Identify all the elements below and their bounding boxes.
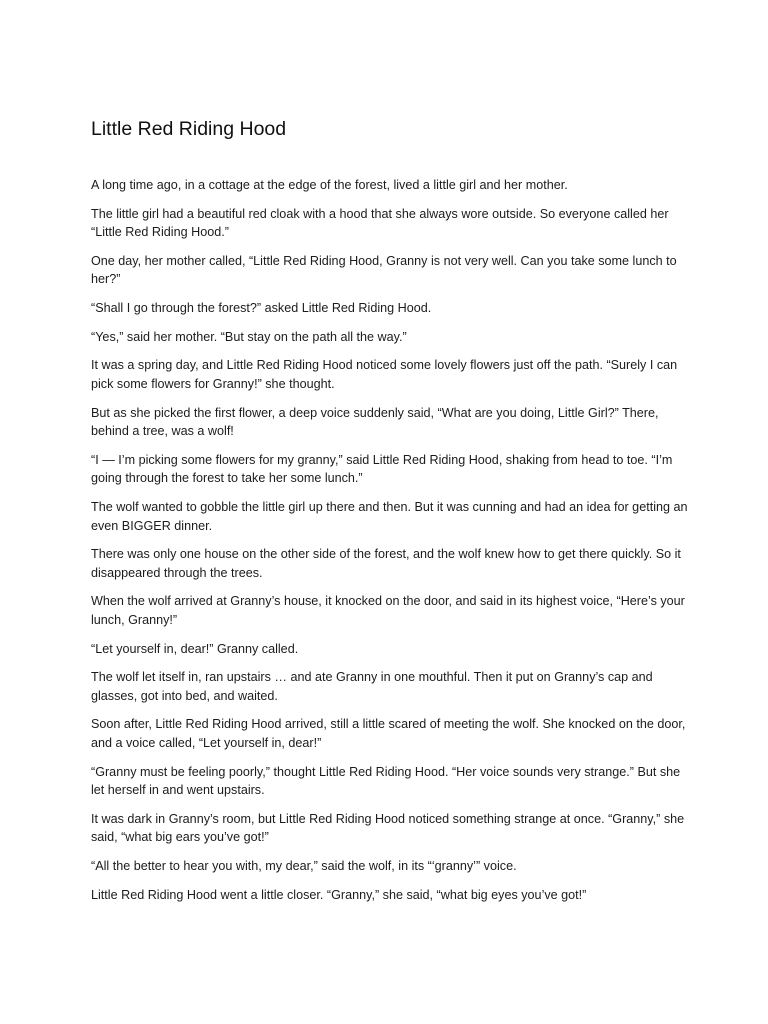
paragraph: It was a spring day, and Little Red Riding Hood noticed some lovely flowers just off the path. “Surely I can pick some flowers for Granny!” she thought. bbox=[91, 358, 678, 391]
paragraph: There was only one house on the other side of the forest, and the wolf knew how to get there quickly. So it disappeared through the trees. bbox=[91, 547, 681, 580]
paragraph: “I — I’m picking some flowers for my granny,” said Little Red Riding Hood, shaking from head to toe. “I’m going through the forest to take her some lunch.” bbox=[91, 452, 673, 486]
document-title: Little Red Riding Hood bbox=[91, 118, 287, 140]
paragraph: The wolf wanted to gobble the little girl up there and then. But it was cunning and had an idea for getting an even BIGGER dinner. bbox=[91, 500, 688, 533]
paragraph: One day, her mother called, “Little Red Riding Hood, Granny is not very well. Can you take some lunch to her?” bbox=[91, 253, 677, 287]
paragraph: “All the better to hear you with, my dear,” said the wolf, in its “‘granny’” voice. bbox=[91, 859, 517, 873]
paragraph: When the wolf arrived at Granny’s house, it knocked on the door, and said in its highest voice, “Here’s your lunch, Granny!” bbox=[91, 594, 685, 627]
paragraph: “Let yourself in, dear!” Granny called. bbox=[91, 641, 299, 656]
paragraph: The wolf let itself in, ran upstairs … and ate Granny in one mouthful. Then it put on Granny’s cap and glasses, got into bed, and waited. bbox=[91, 670, 653, 703]
paragraph: Little Red Riding Hood went a little closer. “Granny,” she said, “what big eyes you’ve got!” bbox=[91, 887, 587, 902]
document-page bbox=[91, 116, 691, 914]
paragraph: It was dark in Granny’s room, but Little Red Riding Hood noticed something strange at once. “Granny,” she said, “what big ears you’ve got!” bbox=[91, 811, 685, 845]
paragraph: “Yes,” said her mother. “But stay on the path all the way.” bbox=[91, 329, 407, 344]
paragraph: A long time ago, in a cottage at the edge of the forest, lived a little girl and her mother. bbox=[91, 178, 568, 192]
paragraph: “Granny must be feeling poorly,” thought Little Red Riding Hood. “Her voice sounds very strange.” But she let herself in and went upstairs. bbox=[91, 764, 681, 798]
paragraph: Soon after, Little Red Riding Hood arrived, still a little scared of meeting the wolf. She knocked on the door, and a voice called, “Let yourself in, dear!” bbox=[91, 717, 686, 750]
paragraph: The little girl had a beautiful red cloak with a hood that she always wore outside. So everyone called her “Little Red Riding Hood.” bbox=[91, 206, 669, 240]
paragraph: But as she picked the first flower, a deep voice suddenly said, “What are you doing, Little Girl?” There, behind a tree, was a wolf! bbox=[91, 405, 659, 439]
paragraph: “Shall I go through the forest?” asked Little Red Riding Hood. bbox=[91, 301, 432, 316]
